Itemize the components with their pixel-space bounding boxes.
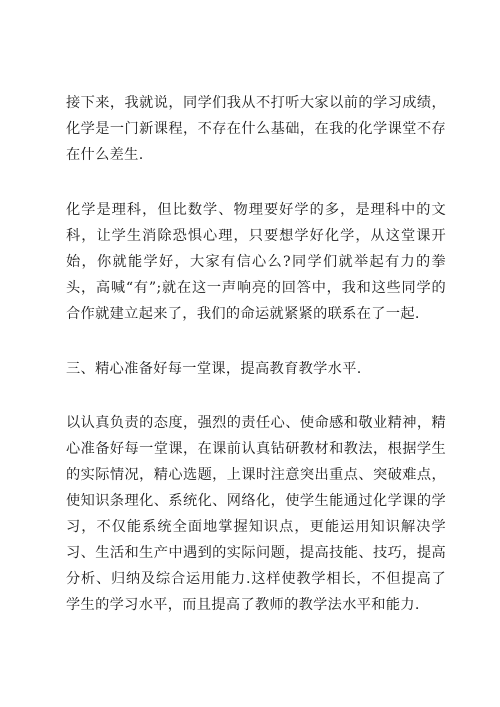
paragraph-intro: 接下来，我就说，同学们我从不打听大家以前的学习成绩，化学是一门新课程，不存在什么基础，在我的化学课堂不存在什么差生. [66, 95, 446, 163]
paragraph-preparation: 以认真负责的态度，强烈的责任心、使命感和敬业精神，精心准备好每一堂课，在课前认真钻研教材和教法，根据学生的实际情况，精心选题，上课时注意突出重点、突破难点，使知识条理化、系统化、网络化，使学生能通过化学课的学习，不仅能系统全面地掌握知识点，更能运用知识解决学习、生活和生产中遇到的实际问题，提高技能、技巧，提高分析、归纳及综合运用能力.这样使教学相长，不但提高了学生的学习水平，而且提高了教师的教学法水平和能力. [66, 415, 446, 613]
section-heading: 三、精心准备好每一堂课，提高教育教学水平. [66, 361, 362, 377]
paragraph-chemistry: 化学是理科，但比数学、物理要好学的多，是理科中的文科，让学生消除恐惧心理，只要想学好化学，从这堂课开始，你就能学好，大家有信心么?同学们就举起有力的拳头，高喊“有”;就在这一声响亮的回答中，我和这些同学的合作就建立起来了，我们的命运就紧紧的联系在了一起. [66, 202, 446, 322]
